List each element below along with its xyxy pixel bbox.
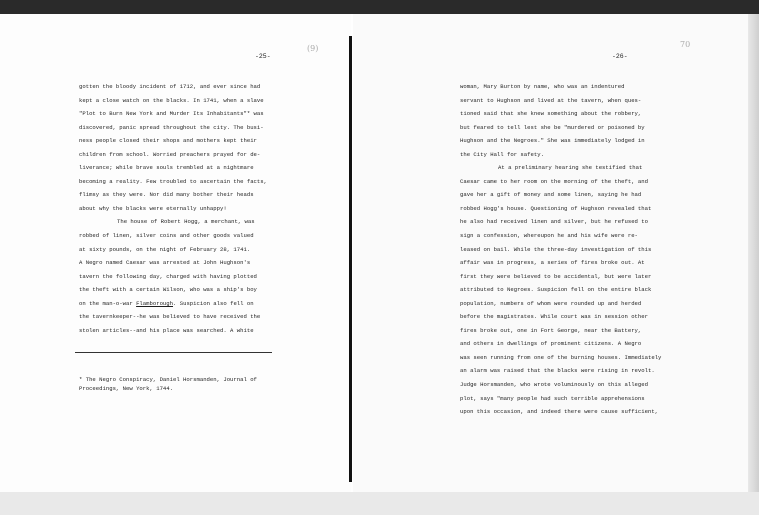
text-line (460, 256, 661, 270)
text-line (460, 161, 661, 175)
text-line-content: upon this occasion, and indeed there were cause sufficient, (460, 408, 659, 416)
text-line-content: leased on bail. While the three-day investigation of this (460, 245, 652, 253)
text-line (79, 94, 267, 108)
text-line-content: Hughson and the Negroes." She was immediately lodged in (460, 137, 645, 145)
text-line-content: attributed to Negroes. Suspicion fell on the entire black (460, 286, 652, 294)
text-line (460, 202, 661, 216)
text-line-content: population, numbers of whom were rounded up and herded (460, 299, 642, 307)
text-line (460, 134, 661, 148)
text-line (79, 283, 267, 297)
text-line (460, 188, 661, 202)
text-line-content: sign a confession, whereupon he and his wife were re- (460, 232, 638, 240)
text-line (79, 148, 267, 162)
left-page-body (79, 80, 267, 337)
text-line-content: "Plot to Burn New York and Murder Its Inhabitants"* was (79, 110, 264, 118)
text-line (79, 229, 267, 243)
text-line-content: and others in dwellings of prominent citizens. A Negro (460, 340, 642, 348)
text-line (460, 283, 661, 297)
text-line (79, 270, 267, 284)
text-line (460, 351, 661, 365)
text-line (460, 324, 661, 338)
text-line (79, 134, 267, 148)
text-line-content: the City Hall for safety. (460, 150, 544, 158)
text-line (460, 121, 661, 135)
scan-top-border (0, 0, 759, 14)
left-page-number: -25- (255, 53, 271, 60)
text-line (79, 256, 267, 270)
text-line-content: liverance; while brave souls trembled at a nightmare (79, 164, 254, 172)
text-line (79, 161, 267, 175)
text-line-content: tioned said that she knew something about the robbery, (460, 110, 642, 118)
text-line-content: at sixty pounds, on the night of February 28, 1741. (79, 245, 251, 253)
text-line (79, 310, 267, 324)
text-line-content: first they were believed to be accidental, but were later (460, 272, 652, 280)
text-line-content: affair was in progress, a series of fires broke out. At (460, 259, 645, 267)
text-line-content: an alarm was raised that the blacks were rising in revolt. (460, 367, 655, 375)
right-page-body (460, 80, 661, 419)
page-edge (748, 14, 759, 492)
footnote-line: Proceedings, New York, 1744. (79, 385, 173, 392)
scan-bottom-border (0, 492, 759, 515)
text-line-tail: . Suspicion also fell on (173, 299, 254, 307)
text-line-content: the theft with a certain Wilson, who was a ship's boy (79, 286, 257, 294)
text-line (460, 297, 661, 311)
text-line-content: plot, says "many people had such terrible apprehensions (460, 394, 645, 402)
text-line-content: At a preliminary hearing she testified that (498, 164, 643, 172)
text-line (460, 310, 661, 324)
footnote-rule (75, 352, 272, 353)
text-line-content: was seen running from one of the burning houses. Immediately (460, 353, 662, 361)
text-line (79, 324, 267, 338)
text-line-content: he also had received linen and silver, but he refused to (460, 218, 648, 226)
text-line-content: the tavernkeeper--he was believed to have received the (79, 313, 261, 321)
text-line (79, 297, 267, 311)
text-line (79, 243, 267, 257)
text-line-content: children from school. Worried preachers prayed for de- (79, 150, 261, 158)
left-footnote (79, 375, 257, 393)
text-line-content: gotten the bloody incident of 1712, and ever since had (79, 83, 261, 90)
text-line (460, 378, 661, 392)
text-line (79, 80, 267, 94)
text-line-content: tavern the following day, charged with having plotted (79, 272, 257, 280)
text-line (460, 337, 661, 351)
text-line-content: about why the blacks were eternally unhappy! (79, 204, 227, 212)
text-line-content: woman, Mary Burton by name, who was an indentured (460, 83, 625, 90)
right-pencil-mark: 70 (680, 40, 691, 49)
book-spine (349, 36, 352, 482)
text-line-content: discovered, panic spread throughout the city. The busi- (79, 123, 264, 131)
text-line (460, 94, 661, 108)
text-line (79, 107, 267, 121)
text-line (79, 188, 267, 202)
text-line (460, 80, 661, 94)
text-line (460, 405, 661, 419)
text-line (79, 121, 267, 135)
text-line (460, 148, 661, 162)
text-line-content: flimsy as they were. Nor did many bother their heads (79, 191, 254, 199)
text-line (460, 364, 661, 378)
text-line-content: becoming a reality. Few troubled to ascertain the facts, (79, 177, 267, 185)
text-line-content: but feared to tell lest she be "murdered or poisoned by (460, 123, 645, 131)
text-line-content: before the magistrates. While court was in session other (460, 313, 648, 321)
text-line-content: servant to Hughson and lived at the tavern, when ques- (460, 96, 642, 104)
text-line-content: gave her a gift of money and some linen, saying he had (460, 191, 642, 199)
text-line (460, 270, 661, 284)
text-line (460, 229, 661, 243)
text-line (460, 243, 661, 257)
text-line (79, 202, 267, 216)
text-line-content: on the man-o-war (79, 299, 137, 307)
text-line-content: Judge Horsmanden, who wrote voluminously on this alleged (460, 381, 648, 389)
left-pencil-mark: (9) (307, 44, 319, 53)
text-line-content: Caesar came to her room on the morning of the theft, and (460, 177, 648, 185)
text-line-content: A Negro named Caesar was arrested at John Hughson's (79, 259, 251, 267)
text-line (460, 392, 661, 406)
text-line (460, 107, 661, 121)
text-line-content: ness people closed their shops and mothers kept their (79, 137, 257, 145)
text-line (79, 175, 267, 189)
text-line (460, 175, 661, 189)
text-line (460, 215, 661, 229)
text-line (79, 215, 267, 229)
right-page-number: -26- (612, 53, 628, 60)
footnote-line: * The Negro Conspiracy, Daniel Horsmanden, Journal of (79, 376, 257, 383)
ship-name: Flamborough (136, 299, 174, 307)
text-line-content: robbed Hogg's house. Questioning of Hughson revealed that (460, 204, 652, 212)
text-line-content: robbed of linen, silver coins and other goods valued (79, 232, 254, 240)
text-line-content: The house of Robert Hogg, a merchant, was (117, 218, 255, 226)
text-line-content: stolen articles--and his place was searched. A white (79, 326, 254, 334)
text-line-content: kept a close watch on the blacks. In 1741, when a slave (79, 96, 264, 104)
text-line-content: fires broke out, one in Fort George, near the Battery, (460, 326, 642, 334)
